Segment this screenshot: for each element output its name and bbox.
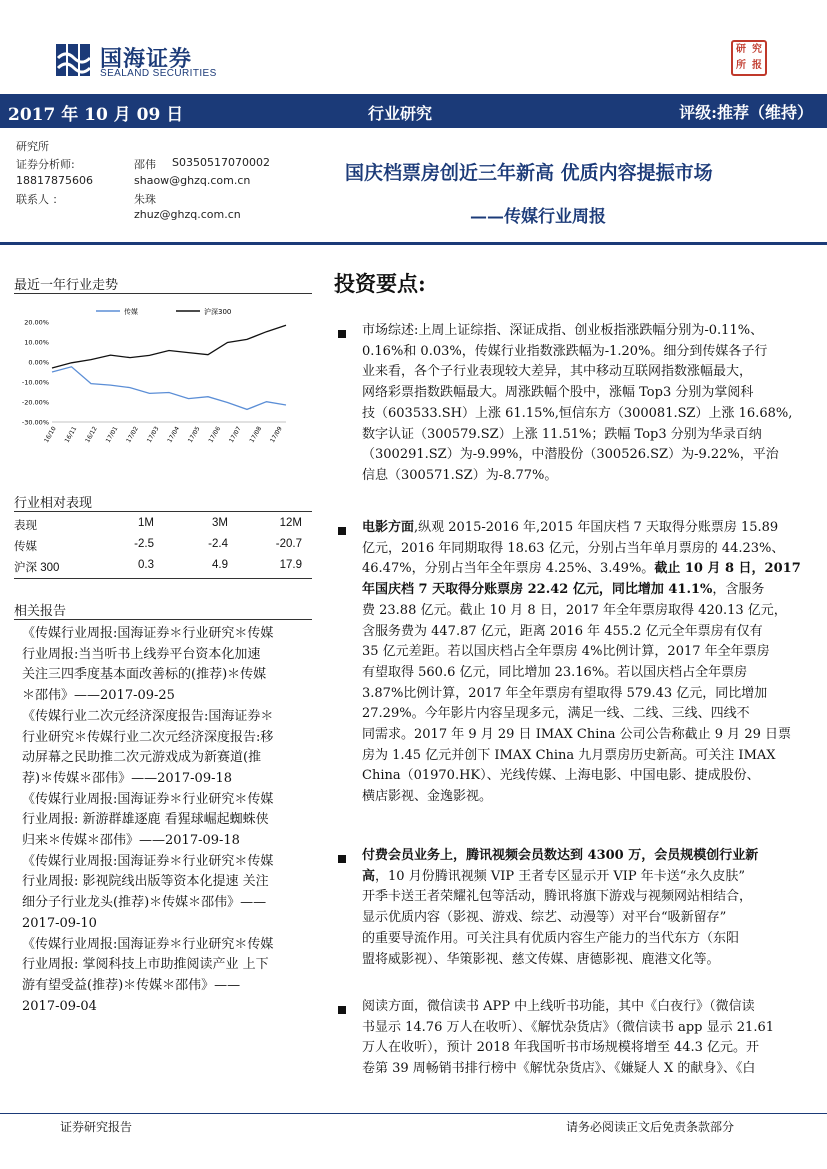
row-3m: 4.9 — [212, 559, 228, 571]
membership-lead-2: 高 — [362, 868, 376, 884]
y-tick-label: 0.00% — [28, 358, 49, 367]
para-line: 技（603533.SH）上涨 61.15%,恒信东方（300081.SZ）上涨 16.68%, — [362, 405, 793, 421]
x-tick-label: 17/02 — [125, 425, 140, 444]
bullet-square-icon — [338, 330, 346, 338]
para-line: 含服务费为 447.87 亿元，距离 2016 年 455.2 亿元全年票房有仅有 — [362, 623, 763, 639]
contact-label: 联系人 ： — [16, 193, 64, 206]
analyst-email: shaow@ghzq.com.cn — [134, 174, 251, 187]
related-line: 行业周报: 掌阅科技上市助推阅读产业 上下 — [22, 957, 269, 973]
seal-char: 报 — [752, 60, 762, 71]
market-summary-paragraph — [362, 321, 794, 487]
performance-divider — [14, 511, 312, 512]
para-line: 有望取得 560.6 亿元，同比增加 23.16%。若以国庆档占全年票房 — [362, 664, 748, 680]
para-line: 亿元，2016 年同期取得 18.63 亿元，分别占当年单月票房的 44.23%、 — [362, 540, 785, 556]
para-line: 3.87%比例计算，2017 年全年票房有望取得 579.43 亿元，同比增加 — [362, 685, 768, 701]
related-line: 2017-09-10 — [22, 915, 97, 931]
x-tick-label: 16/11 — [63, 425, 79, 444]
row-12m: -20.7 — [275, 538, 302, 550]
para-line: 万人在收听），预计 2018 年我国听书市场规模将增至 44.3 亿元。开 — [362, 1040, 760, 1056]
related-line: 行业研究＊传媒行业二次元经济深度报告:移 — [22, 729, 274, 745]
bullet-square-icon — [338, 527, 346, 535]
para-line: 盟将威影视）、华策影视、慈文传媒、唐德影视、鹿港文化等。 — [362, 951, 720, 967]
para-line: China（01970.HK）、光线传媒、上海电影、中国电影、捷成股份、 — [362, 768, 760, 784]
para-line — [362, 559, 801, 580]
footer-divider — [0, 1113, 827, 1114]
related-line: 荐)＊传媒＊邵伟》——2017-09-18 — [22, 770, 233, 786]
related-heading: 相关报告 — [14, 604, 67, 619]
y-tick-label: -10.00% — [21, 378, 49, 387]
x-tick-label: 17/09 — [269, 425, 284, 444]
y-tick-label: -20.00% — [21, 398, 49, 407]
membership-line-2: ，10 月份腾讯视频 VIP 王者专区显示开 VIP 年卡送“永久皮肤” — [375, 868, 746, 884]
seal-char: 所 — [736, 60, 746, 71]
related-line: 行业周报: 新游群雄逐鹿 看猩球崛起蜘蛛侠 — [22, 812, 269, 828]
para-line: 阅读方面，微信读书 APP 中上线听书功能，其中《白夜行》（微信读 — [362, 999, 755, 1014]
para-line: 网络彩票指数跌幅最大。周涨跌幅个股中，涨幅 Top3 分别为掌阅科 — [362, 385, 754, 401]
related-line: 《传媒行业二次元经济深度报告:国海证券＊ — [22, 708, 274, 724]
table-header-row — [14, 514, 312, 535]
seal-char: 究 — [752, 44, 762, 55]
table-row — [14, 556, 312, 577]
row-12m: 17.9 — [279, 559, 302, 571]
row-3m: -2.4 — [208, 538, 228, 550]
para-line: 的重要导流作用。可关注具有优质内容生产能力的当代东方（东阳 — [362, 930, 740, 946]
related-line: 归来＊传媒＊邵伟》——2017-09-18 — [22, 833, 240, 849]
para-line: 卷第 39 周畅销书排行榜中《解忧杂货店》、《嫌疑人 X 的献身》、《白 — [362, 1061, 756, 1077]
series-line-hs300 — [52, 325, 286, 368]
header-bar — [0, 94, 827, 128]
col-header-3m: 3M — [212, 517, 228, 529]
sealand-logo-icon — [54, 40, 94, 80]
para-line: 数字认证（300579.SZ）上涨 11.51%；跌幅 Top3 分别为华录百纳 — [362, 426, 762, 442]
report-subtitle: ——传媒行业周报 — [470, 207, 606, 227]
legend-hs300-label: 沪深300 — [204, 308, 232, 316]
related-line: 关注三四季度基本面改善标的(推荐)＊传媒 — [22, 667, 267, 683]
report-rating: 评级:推荐（维持） — [679, 103, 813, 122]
para-line — [362, 846, 794, 867]
related-line: ＊邵伟》——2017-09-25 — [22, 688, 175, 704]
x-tick-label: 17/07 — [227, 425, 243, 444]
x-tick-label: 17/04 — [166, 425, 182, 444]
bullet-square-icon — [338, 855, 346, 863]
contact-name: 朱珠 — [134, 193, 156, 206]
para-line: 35 亿元差距。若以国庆档占全年票房 4%比例计算，2017 年全年票房 — [362, 644, 770, 660]
para-line — [362, 518, 794, 539]
research-seal-icon — [731, 40, 767, 76]
related-line: 游有望受益(推荐)＊传媒＊邵伟》—— — [22, 977, 241, 993]
row-name: 沪深 300 — [14, 562, 60, 574]
institute-label: 研究所 — [16, 140, 49, 153]
film-line-4: ，含服务 — [712, 582, 765, 598]
report-title: 国庆档票房创近三年新高 优质内容提振市场 — [345, 162, 713, 184]
col-header-1m: 1M — [138, 517, 154, 529]
header-divider — [0, 242, 827, 245]
x-tick-label: 17/08 — [248, 425, 264, 444]
para-line — [362, 867, 794, 888]
row-1m: -2.5 — [134, 538, 154, 550]
seal-char: 研 — [736, 44, 746, 55]
para-line: 书显示 14.76 万人在收听）、《解忧杂货店》（微信读书 app 显示 21.61 — [362, 1019, 774, 1035]
related-line: 《传媒行业周报:国海证券＊行业研究＊传媒 — [22, 853, 274, 869]
x-tick-label: 17/01 — [104, 425, 120, 444]
performance-bottom-divider — [14, 578, 312, 579]
col-header-12m: 12M — [279, 517, 302, 529]
para-line: 同需求。2017 年 9 月 29 日 IMAX China 公司公告称截止 9 月 29 日票 — [362, 727, 791, 743]
series-line-media — [52, 367, 286, 410]
related-line: 《传媒行业周报:国海证券＊行业研究＊传媒 — [22, 791, 274, 807]
related-line: 《传媒行业周报:国海证券＊行业研究＊传媒 — [22, 936, 274, 952]
x-tick-label: 17/06 — [207, 425, 223, 444]
film-highlight-2: 年国庆档 7 天取得分账票房 22.42 亿元，同比增加 41.1% — [362, 582, 713, 598]
performance-heading: 行业相对表现 — [14, 496, 93, 511]
related-line: 《传媒行业周报:国海证券＊行业研究＊传媒 — [22, 626, 274, 641]
film-lead: 电影方面 — [362, 520, 415, 535]
para-line: 费 23.88 亿元。截止 10 月 8 日，2017 年全年票房取得 420.13 亿元， — [362, 602, 787, 618]
membership-lead: 付费会员业务上，腾讯视频会员数达到 4300 万，会员规模创行业新 — [362, 848, 759, 863]
x-tick-label: 16/10 — [43, 425, 58, 444]
logo-en-text: SEALAND SECURITIES — [100, 68, 217, 79]
y-tick-label: -30.00% — [21, 418, 49, 427]
para-line: （300291.SZ）为-9.99%，中潜股份（300526.SZ）为-9.22%，平治 — [362, 447, 779, 463]
para-line: 横店影视、金逸影视。 — [362, 789, 493, 805]
analyst-name: 邵伟 — [134, 158, 156, 171]
film-line-3: 46.47%，分别占当年全年票房 4.25%、3.49%。 — [362, 561, 655, 577]
invest-heading: 投资要点: — [334, 271, 426, 296]
membership-paragraph — [362, 846, 794, 970]
related-line: 行业周报:当当听书上线券平台资本化加速 — [22, 646, 261, 662]
contact-email: zhuz@ghzq.com.cn — [134, 208, 241, 221]
x-tick-label: 17/05 — [186, 425, 202, 444]
para-line: 0.16%和 0.03%，传媒行业指数涨跌幅为-1.20%。细分到传媒各子行 — [362, 343, 768, 359]
y-tick-label: 10.00% — [24, 338, 49, 347]
analyst-label: 证券分析师: — [16, 158, 75, 171]
x-tick-label: 16/12 — [84, 425, 99, 444]
trend-heading: 最近一年行业走势 — [14, 278, 119, 293]
related-line: 行业周报: 影视院线出版等资本化提速 关注 — [22, 874, 269, 890]
y-tick-label: 20.00% — [24, 318, 49, 327]
col-header-label: 表现 — [14, 520, 37, 532]
analyst-phone: 18817875606 — [16, 174, 93, 187]
related-line: 动屏幕之民助推二次元游戏成为新赛道(推 — [22, 750, 262, 766]
report-date: 2017 年 10 月 09 日 — [8, 105, 184, 125]
legend-media-label: 传媒 — [124, 308, 138, 316]
para-line: 业来看，各个子行业表现较大差异，其中移动互联网指数涨幅最大， — [362, 364, 753, 380]
film-paragraph — [362, 518, 801, 808]
para-line — [362, 580, 794, 601]
film-line-1: ,纵观 2015-2016 年,2015 年国庆档 7 天取得分账票房 15.89 — [414, 520, 779, 535]
row-1m: 0.3 — [138, 559, 154, 571]
trend-divider — [14, 293, 312, 294]
company-logo — [54, 40, 244, 80]
related-divider — [14, 619, 312, 620]
para-line: 开季卡送王者荣耀礼包等活动，腾讯将旗下游戏与视频网站相结合， — [362, 889, 753, 905]
report-type: 行业研究 — [368, 104, 433, 123]
para-line: 信息（300571.SZ）为-8.77%。 — [362, 467, 558, 483]
footer-right-text: 请务必阅读正文后免责条款部分 — [566, 1120, 735, 1134]
logo-cn-text: 国海证券 — [100, 47, 193, 72]
footer-left-text: 证券研究报告 — [60, 1120, 133, 1134]
x-tick-label: 17/03 — [145, 425, 161, 444]
related-reports-list — [22, 624, 312, 1017]
table-row — [14, 535, 312, 556]
related-line: 细分子行业龙头(推荐)＊传媒＊邵伟》—— — [22, 895, 267, 911]
reading-paragraph — [362, 997, 794, 1080]
related-line: 2017-09-04 — [22, 998, 97, 1014]
performance-table — [14, 514, 312, 577]
row-name: 传媒 — [14, 541, 37, 553]
analyst-cert: S0350517070002 — [172, 156, 270, 169]
para-line: 市场综述:上周上证综指、深证成指、创业板指涨跌幅分别为-0.11%、 — [362, 323, 764, 338]
film-highlight-1: 截止 10 月 8 日，2017 — [654, 561, 801, 577]
industry-trend-chart — [14, 300, 314, 450]
para-line: 显示优质内容（影视、游戏、综艺、动漫等）对平台“吸新留存” — [362, 910, 727, 926]
bullet-square-icon — [338, 1006, 346, 1014]
para-line: 房为 1.45 亿元并创下 IMAX China 九月票房历史新高。可关注 IMAX — [362, 747, 776, 763]
para-line: 27.29%。今年影片内容呈现多元，满足一线、二线、三线、四线不 — [362, 706, 750, 722]
